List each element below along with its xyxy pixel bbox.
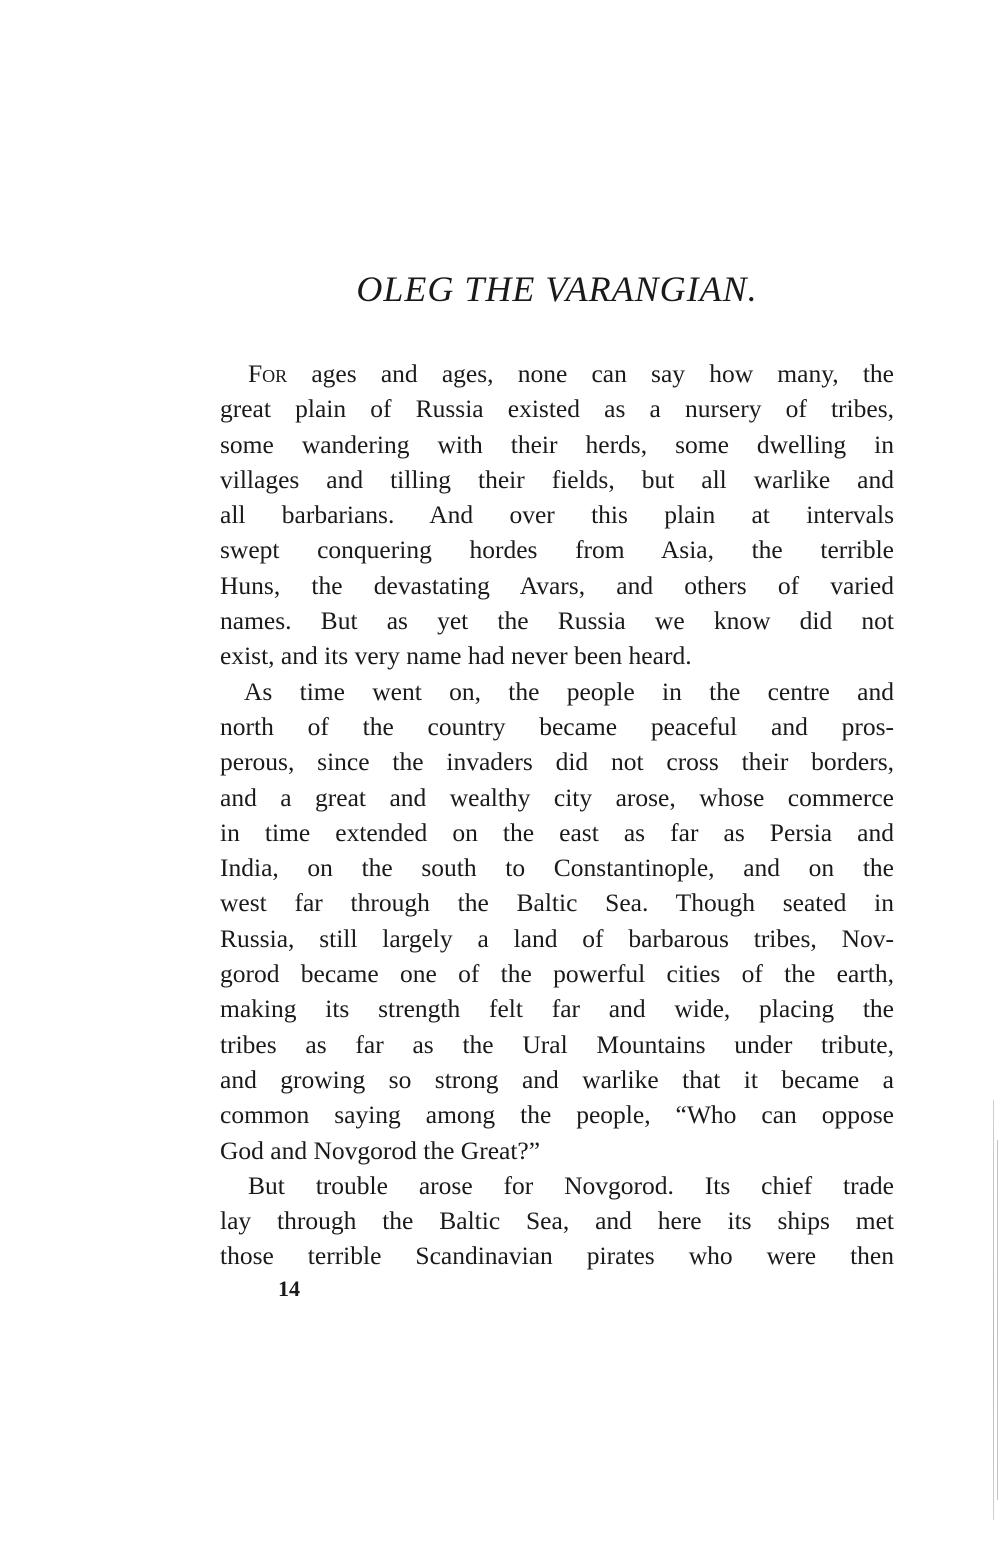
page-edge-shadow — [993, 1100, 994, 1520]
text-line — [220, 356, 894, 391]
text-line: north of the country became peaceful and pros- — [220, 711, 894, 741]
text-line: names. But as yet the Russia we know did not — [220, 606, 894, 636]
text-line: swept conquering hordes from Asia, the terrible — [220, 535, 894, 565]
text-line: gorod became one of the powerful cities of the earth, — [220, 959, 894, 989]
text-line: villages and tilling their fields, but all warlike and — [220, 464, 894, 494]
text-line: lay through the Baltic Sea, and here its ships met — [220, 1206, 894, 1236]
text-line: As time went on, the people in the centre and — [244, 676, 894, 706]
text-line: making its strength felt far and wide, placing the — [220, 994, 894, 1024]
text-line: those terrible Scandinavian pirates who were then — [220, 1241, 894, 1271]
body-text — [220, 356, 894, 1274]
chapter-title: OLEG THE VARANGIAN. — [356, 269, 758, 309]
text-line: great plain of Russia existed as a nursery of tribes, — [220, 394, 894, 424]
drop-lead-word: For — [248, 359, 288, 388]
text-line: all barbarians. And over this plain at intervals — [220, 500, 894, 530]
text-line: God and Novgorod the Great?” — [220, 1135, 541, 1165]
text-line: Huns, the devastating Avars, and others of varied — [220, 570, 894, 600]
line-rest: ages and ages, none can say how many, the — [287, 359, 894, 388]
text-line: tribes as far as the Ural Mountains under tribute, — [220, 1029, 894, 1059]
text-line: But trouble arose for Novgorod. Its chief trade — [248, 1170, 894, 1200]
text-line: in time extended on the east as far as Persia and — [220, 817, 894, 847]
text-line: exist, and its very name had never been heard. — [220, 641, 692, 671]
text-line: Russia, still largely a land of barbarous tribes, Nov- — [220, 923, 894, 953]
text-line: common saying among the people, “Who can oppose — [220, 1100, 894, 1130]
page-number: 14 — [278, 1276, 300, 1301]
text-line: west far through the Baltic Sea. Though seated in — [220, 888, 894, 918]
text-line: India, on the south to Constantinople, and on the — [220, 853, 894, 883]
text-line: and growing so strong and warlike that it became a — [220, 1064, 894, 1094]
text-line: perous, since the invaders did not cross their borders, — [220, 747, 894, 777]
text-line: and a great and wealthy city arose, whose commerce — [220, 782, 894, 812]
page-edge-line — [997, 1140, 998, 1500]
text-line: some wandering with their herds, some dwelling in — [220, 429, 894, 459]
